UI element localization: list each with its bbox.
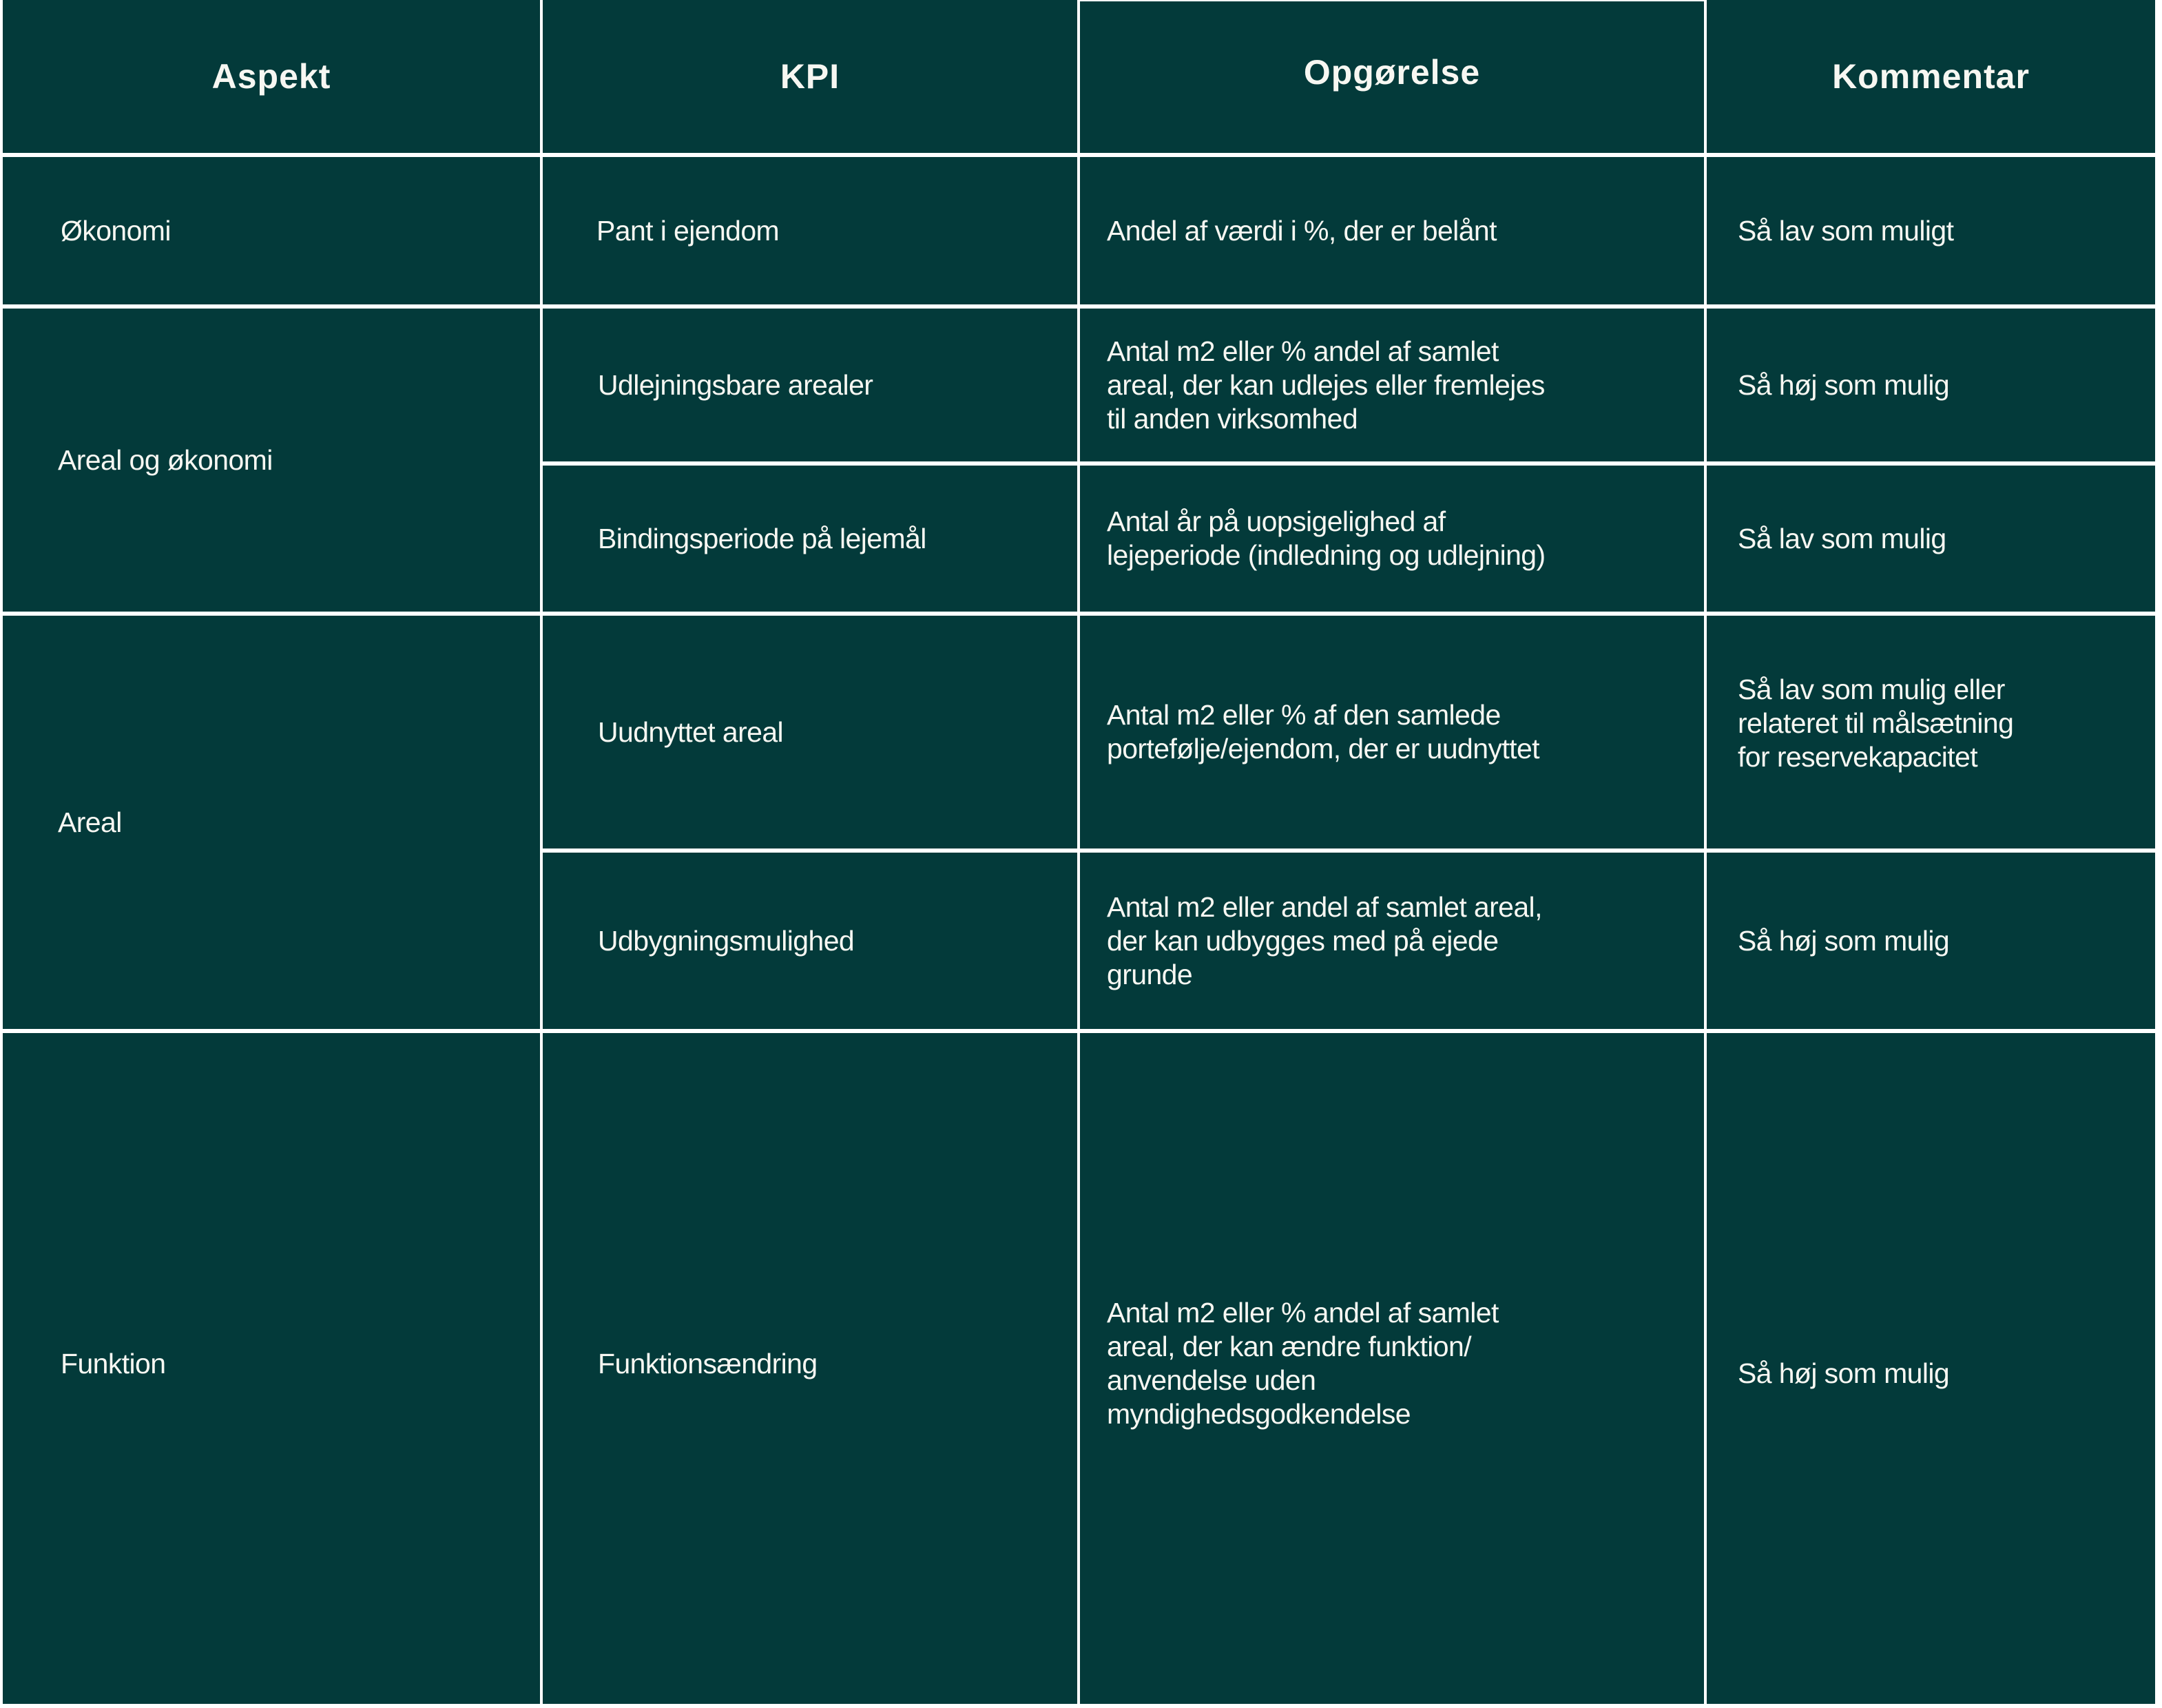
kommentar-cell <box>1707 157 2155 304</box>
kommentar-line: for reservekapacitet <box>1738 740 1978 773</box>
kommentar-cell <box>1707 853 2155 1029</box>
opgorelse-line: grunde <box>1107 958 1193 990</box>
kpi-label: Pant i ejendom <box>596 214 780 247</box>
opgorelse-cell <box>1080 466 1704 612</box>
kpi-table <box>3 0 2155 1704</box>
opgorelse-text <box>1107 505 1546 572</box>
aspect-label: Areal <box>58 806 122 838</box>
kpi-label: Uudnyttet areal <box>598 716 784 748</box>
header-kommentar-label: Kommentar <box>1832 57 2030 96</box>
kommentar-cell <box>1707 616 2155 848</box>
aspect-areal-og-okonomi <box>3 309 540 612</box>
kommentar-text <box>1738 214 1953 248</box>
aspect-funktion <box>3 1033 540 1704</box>
opgorelse-line: lejeperiode (indledning og udlejning) <box>1107 539 1546 571</box>
kommentar-line: Så høj som mulig <box>1738 924 1950 957</box>
kpi-cell <box>543 309 1077 461</box>
kommentar-cell <box>1707 1033 2155 1704</box>
aspect-label: Funktion <box>61 1347 166 1379</box>
opgorelse-line: anvendelse uden <box>1107 1364 1316 1396</box>
kommentar-line: relateret til målsætning <box>1738 707 2014 739</box>
kommentar-line: Så lav som muligt <box>1738 214 1954 247</box>
opgorelse-cell <box>1080 157 1704 304</box>
opgorelse-line: areal, der kan udlejes eller fremlejes <box>1107 368 1545 401</box>
header-aspekt-label: Aspekt <box>211 57 331 96</box>
opgorelse-line: Antal m2 eller andel af samlet areal, <box>1107 891 1542 923</box>
kommentar-text <box>1738 522 1946 556</box>
opgorelse-line: Antal m2 eller % andel af samlet <box>1107 335 1499 367</box>
opgorelse-text <box>1107 698 1539 766</box>
kpi-cell <box>543 1033 1077 1704</box>
kpi-cell <box>543 466 1077 612</box>
kpi-label: Udlejningsbare arealer <box>598 368 873 401</box>
header-opgorelse-label: Opgørelse <box>1303 53 1481 92</box>
kommentar-cell <box>1707 309 2155 461</box>
opgorelse-line: Antal år på uopsigelighed af <box>1107 506 1446 537</box>
kommentar-line: Så høj som mulig <box>1738 1357 1950 1389</box>
opgorelse-line: portefølje/ejendom, der er uudnyttet <box>1107 733 1539 764</box>
opgorelse-text <box>1107 891 1542 992</box>
opgorelse-cell <box>1080 853 1704 1029</box>
kpi-cell <box>543 157 1077 304</box>
opgorelse-cell <box>1080 309 1704 461</box>
opgorelse-cell <box>1080 1033 1704 1704</box>
opgorelse-line: til anden virksomhed <box>1107 402 1358 435</box>
kommentar-line: Så høj som mulig <box>1738 368 1950 401</box>
kpi-cell <box>543 616 1077 848</box>
opgorelse-line: Antal m2 eller % af den samlede <box>1107 699 1501 731</box>
kommentar-text <box>1738 1357 1949 1391</box>
opgorelse-text <box>1107 335 1545 436</box>
header-kpi-label: KPI <box>780 57 840 96</box>
header-kpi <box>543 0 1077 153</box>
header-opgorelse <box>1080 1 1704 153</box>
aspect-areal <box>3 616 540 1029</box>
kommentar-line: Så lav som mulig eller <box>1738 673 2005 705</box>
opgorelse-line: areal, der kan ændre funktion/ <box>1107 1331 1471 1362</box>
opgorelse-line: Antal m2 eller % andel af samlet <box>1107 1297 1499 1329</box>
kommentar-text <box>1738 924 1949 958</box>
kpi-label: Bindingsperiode på lejemål <box>598 522 926 554</box>
kommentar-text <box>1738 368 1949 402</box>
aspect-label: Økonomi <box>61 214 171 247</box>
opgorelse-text <box>1107 1296 1499 1431</box>
opgorelse-line: Andel af værdi i %, der er belånt <box>1107 214 1497 247</box>
kpi-cell <box>543 853 1077 1029</box>
aspect-label: Areal og økonomi <box>58 444 273 476</box>
kpi-label: Funktionsændring <box>598 1347 818 1379</box>
aspect-okonomi <box>3 157 540 304</box>
opgorelse-line: der kan udbygges med på ejede <box>1107 924 1499 957</box>
kommentar-text <box>1738 673 2013 774</box>
opgorelse-text <box>1107 214 1497 248</box>
opgorelse-line: myndighedsgodkendelse <box>1107 1398 1411 1430</box>
opgorelse-cell <box>1080 616 1704 848</box>
kommentar-line: Så lav som mulig <box>1738 522 1946 554</box>
header-aspekt <box>3 0 540 153</box>
kpi-label: Udbygningsmulighed <box>598 924 855 957</box>
kommentar-cell <box>1707 466 2155 612</box>
header-kommentar <box>1707 0 2155 153</box>
